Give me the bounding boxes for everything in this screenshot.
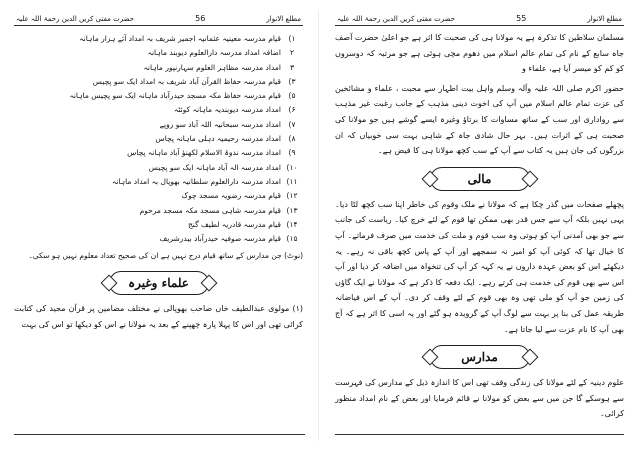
bottom-rule	[335, 434, 624, 435]
paragraph: حضور اکرم صلی اللہ علیہ وآلہ وسلم واہل بیت اطہار سے محبت ، علماء و مشائخین کی عزت تمام عالم اسلام میں آپ کی اخوت دینی مذہب کے جانب رغبت غیر مذہب سے رواداری اور سب کے ساتھ مساوات کا برتاؤ وغیرہ ایسے گوشے ہیں جو مولانا کی صحبت ہی کے اثرات ہیں۔ بہر حال شادی جاہ کے شاہی بہت سی خوبیاں کہ ان بزرگوں کی جان ہیں یہ کتاب سے آپ کے سب کچھ مولانا ہی کا فیض ہے۔	[335, 83, 624, 156]
item-number: ۱۵)	[286, 234, 298, 244]
item-number: ۳	[289, 62, 295, 72]
section-heading	[335, 345, 624, 369]
list-item	[14, 61, 303, 75]
madaris-list	[14, 32, 303, 246]
item-text: قیام مدرسہ شاہی مسجد مکہ مسجد مرحوم	[139, 205, 281, 215]
list-item	[14, 46, 303, 60]
item-text: قیام مدرسہ حفاظ القرآن آباد شریف بہ امداد ایک سو پچیس	[92, 76, 281, 86]
list-item	[14, 189, 303, 203]
list-item	[14, 89, 303, 103]
item-number: ۳)	[288, 76, 296, 86]
item-number: ۸)	[288, 134, 296, 144]
subject-title: حضرت مفتی کریں الدین رحمۃ اللہ علیہ	[337, 14, 455, 23]
item-text: امداد مدرسہ الہ آباد ماہانہ ایک سو پچیس	[148, 162, 281, 172]
list-item	[14, 103, 303, 117]
page-number: 56	[195, 14, 206, 23]
section-heading	[335, 167, 624, 191]
journal-title: مطلع الانوار	[266, 14, 301, 23]
item-number: ۱)	[288, 34, 296, 43]
item-number: ۱۰)	[286, 162, 298, 172]
heading-text: مالی	[467, 171, 492, 186]
page-55	[319, 0, 638, 451]
ornate-heading-frame	[430, 345, 530, 369]
section-heading	[14, 271, 303, 295]
list-item	[14, 32, 303, 46]
page-body	[14, 32, 303, 333]
heading-text: مدارس	[461, 350, 498, 365]
journal-title: مطلع الانوار	[587, 14, 622, 23]
item-number: ۱۳)	[286, 205, 298, 215]
item-text: امداد مدرسہ دارالعلوم سلطانیہ بھوپال بہ امداد ماہانہ	[111, 176, 281, 186]
ornate-heading-frame	[430, 167, 530, 191]
item-number: ۲	[289, 48, 295, 58]
list-item	[14, 204, 303, 218]
heading-text: علماء وغیرہ	[128, 276, 189, 291]
item-text: قیام مدرسہ قادریہ لطیف گنج	[187, 219, 281, 229]
item-number: ۱۱)	[286, 176, 298, 186]
running-head	[14, 14, 303, 26]
item-number: ۱۲)	[286, 191, 298, 201]
item-text: امداد مدرسہ دیوبندیہ ماہانہ کوئٹہ	[174, 105, 281, 115]
list-item	[14, 75, 303, 89]
item-number: ۷)	[288, 119, 296, 129]
list-item	[14, 146, 303, 160]
item-number: ۵)	[288, 91, 296, 101]
item-text: قیام مدرسہ حفاظ مکہ مسجد حیدرآباد ماہانہ ایک سو پچیس ماہانہ	[69, 91, 281, 101]
item-text: امداد مدرسہ مظاہر العلوم سہارنپور ماہانہ	[143, 62, 281, 72]
list-item	[14, 218, 303, 232]
item-number: ۱۴)	[286, 219, 298, 229]
list-item	[14, 175, 303, 189]
list-item	[14, 132, 303, 146]
item-number: ۹)	[288, 148, 296, 158]
item-text: اضافہ امداد مدرسہ دارالعلوم دیوبند ماہانہ	[147, 48, 281, 58]
item-text: قیام مدرسہ رضویہ مسجد چوک	[181, 191, 281, 201]
paragraph: (۱) مولوی عبدالطیف خاں صاحب بھوپالی نے مختلف مضامین پر قرآن مجید کی کتابت کرائی تھی اور اس کا پہلا پارہ چھپنے کے بعد یہ مولانا نے اس کو دیکھا تو اس کی بہت	[14, 304, 303, 330]
subject-title: حضرت مفتی کریں الدین رحمۃ اللہ علیہ	[16, 14, 134, 23]
ornate-heading-frame	[109, 271, 209, 295]
item-text: قیام مدرسہ معینیہ عثمانیہ اجمیر شریف بہ امداد آئے ہزار ماہانہ	[79, 34, 281, 43]
paragraph: پچھلے صفحات میں گذر چکا ہے کہ مولانا نے ملک وقوم کی خاطر اپنا سب کچھ لٹا دیا۔ یہی نہیں بلکہ آپ سے جس قدر بھی ممکن تھا قوم کے لئے خرچ کیا۔ ریاست کی جانب سے جو بھی آمدنی آپ کو ہوتی وہ سب قوم و ملت کی خدمت میں صرف فرماتے۔ آپ کا خیال تھا کہ کوئی آپ کو امیر نہ سمجھے اور آپ کے پاس کچھ باقی نہ رہے۔ یہ دیکھئے اس کو بعض عہدہ داروں نے یہ کہہ کر آپ کی تنخواہ میں اضافہ کر دیا اور آپ اس سے بھی قوم کی خدمت ہی کرتے رہے۔ ایک دفعہ کا ذکر ہے کہ مولانا نے ایک گاؤں کی زمین جو آپ کو ملی تھی وہ بھی قوم کے لئے وقف کر دی۔ آپ کے اس فیاضانہ طریقہ عمل کی بنا پر بہت سے لوگ آپ کے گرویدہ ہو گئے اور یہ اسی کا اثر ہے کہ آج بھی آپ کا نام عزت سے لیا جاتا ہے۔	[335, 199, 624, 334]
bottom-rule	[14, 434, 305, 435]
item-text: قیام مدرسہ صوفیہ حیدرآباد بیدرشریف	[159, 234, 281, 244]
running-head	[335, 14, 624, 26]
page-number: 55	[516, 14, 527, 23]
page-body	[335, 30, 624, 422]
item-text: امداد مدرسہ رحیمیہ دہلی ماہانہ پچاس	[155, 134, 281, 144]
item-text: امداد مدرسہ ندوۃ الاسلام لکھنؤ آباد ماہانہ پچاس	[127, 148, 281, 158]
list-item	[14, 232, 303, 246]
paragraph: علوم دینیہ کے لئے مولانا کی زندگی وقف تھی اس کا اندازہ ذیل کے مدارس کی فہرست سے ہوسکے گا جن میں سے بعض کو مولانا نے قائم فرمایا اور بعض کے نام امداد منظور کرائی۔	[335, 378, 624, 419]
list-item	[14, 118, 303, 132]
paragraph: مسلمان سلاطین کا تذکرہ ہے یہ مولانا ہی کی صحبت کا اثر ہے جو اعلیٰ حضرت آصف جاہ سابع کے نام کی تمام عالم اسلام میں دھوم مچی ہوئی ہے جو مرتبہ کہ دوسروں کو کم کو میسر آیا ہے، علماء و	[335, 33, 624, 74]
list-item	[14, 161, 303, 175]
item-number: ۶)	[288, 105, 296, 115]
footnote: (نوٹ) جن مدارس کے ساتھ قیام درج نہیں ہے ان کی صحیح تعداد معلوم نہیں ہو سکی۔	[28, 251, 303, 261]
item-text: امداد مدرسہ سبحانیہ اللہ آباد سو روپے	[159, 119, 281, 129]
